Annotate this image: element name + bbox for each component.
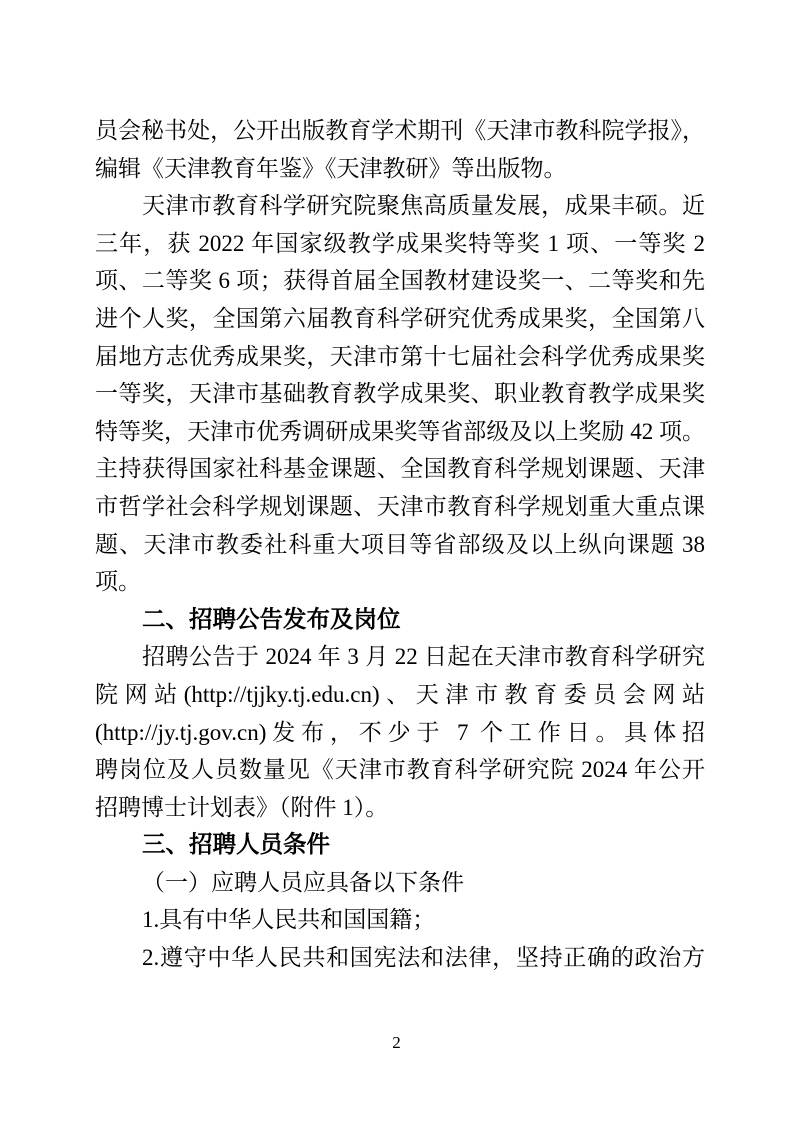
text-line: 主持获得国家社科基金课题、全国教育科学规划课题、天津 xyxy=(95,456,705,482)
page-number: 2 xyxy=(392,1033,401,1052)
text-line: 聘岗位及人员数量见《天津市教育科学研究院 2024 年公开 xyxy=(95,757,705,783)
section-heading-3: 三、招聘人员条件 xyxy=(142,831,330,858)
text-line: 市哲学社会科学规划课题、天津市教育科学规划重大重点课 xyxy=(95,493,705,519)
text-line: 一等奖，天津市基础教育教学成果奖、职业教育教学成果奖 xyxy=(95,381,705,407)
text-line: 天津市教育科学研究院聚焦高质量发展，成果丰硕。近 xyxy=(142,193,705,219)
text-line-url: 院网站(http://tjjky.tj.edu.cn)、天津市教育委员会网站 xyxy=(95,681,705,707)
text-line: 题、天津市教委社科重大项目等省部级及以上纵向课题 38 xyxy=(95,531,705,557)
text-line: 届地方志优秀成果奖，天津市第十七届社会科学优秀成果奖 xyxy=(95,343,705,369)
document-body xyxy=(95,112,705,977)
section-heading-2: 二、招聘公告发布及岗位 xyxy=(142,605,401,632)
text-line: 招聘博士计划表》（附件 1）。 xyxy=(95,794,389,820)
text-line: 特等奖，天津市优秀调研成果奖等省部级及以上奖励 42 项。 xyxy=(95,418,705,444)
list-item-2: 2.遵守中华人民共和国宪法和法律，坚持正确的政治方 xyxy=(142,945,705,971)
text-line: 员会秘书处，公开出版教育学术期刊《天津市教科院学报》， xyxy=(95,118,705,143)
text-line: 编辑《天津教育年鉴》《天津教研》等出版物。 xyxy=(95,155,567,181)
text-line-url: (http://jy.tj.gov.cn)发布，不少于 7 个工作日。具体招 xyxy=(95,719,705,745)
text-line: 进个人奖，全国第六届教育科学研究优秀成果奖，全国第八 xyxy=(95,305,705,331)
text-line: 项。 xyxy=(95,569,141,595)
text-line: 三年，获 2022 年国家级教学成果奖特等奖 1 项、一等奖 2 xyxy=(95,230,705,256)
subsection-heading: （一）应聘人员应具备以下条件 xyxy=(142,869,464,895)
text-line: 项、二等奖 6 项；获得首届全国教材建设奖一、二等奖和先 xyxy=(95,268,705,294)
text-line: 招聘公告于 2024 年 3 月 22 日起在天津市教育科学研究 xyxy=(142,644,705,670)
list-item-1: 1.具有中华人民共和国国籍； xyxy=(142,907,436,933)
